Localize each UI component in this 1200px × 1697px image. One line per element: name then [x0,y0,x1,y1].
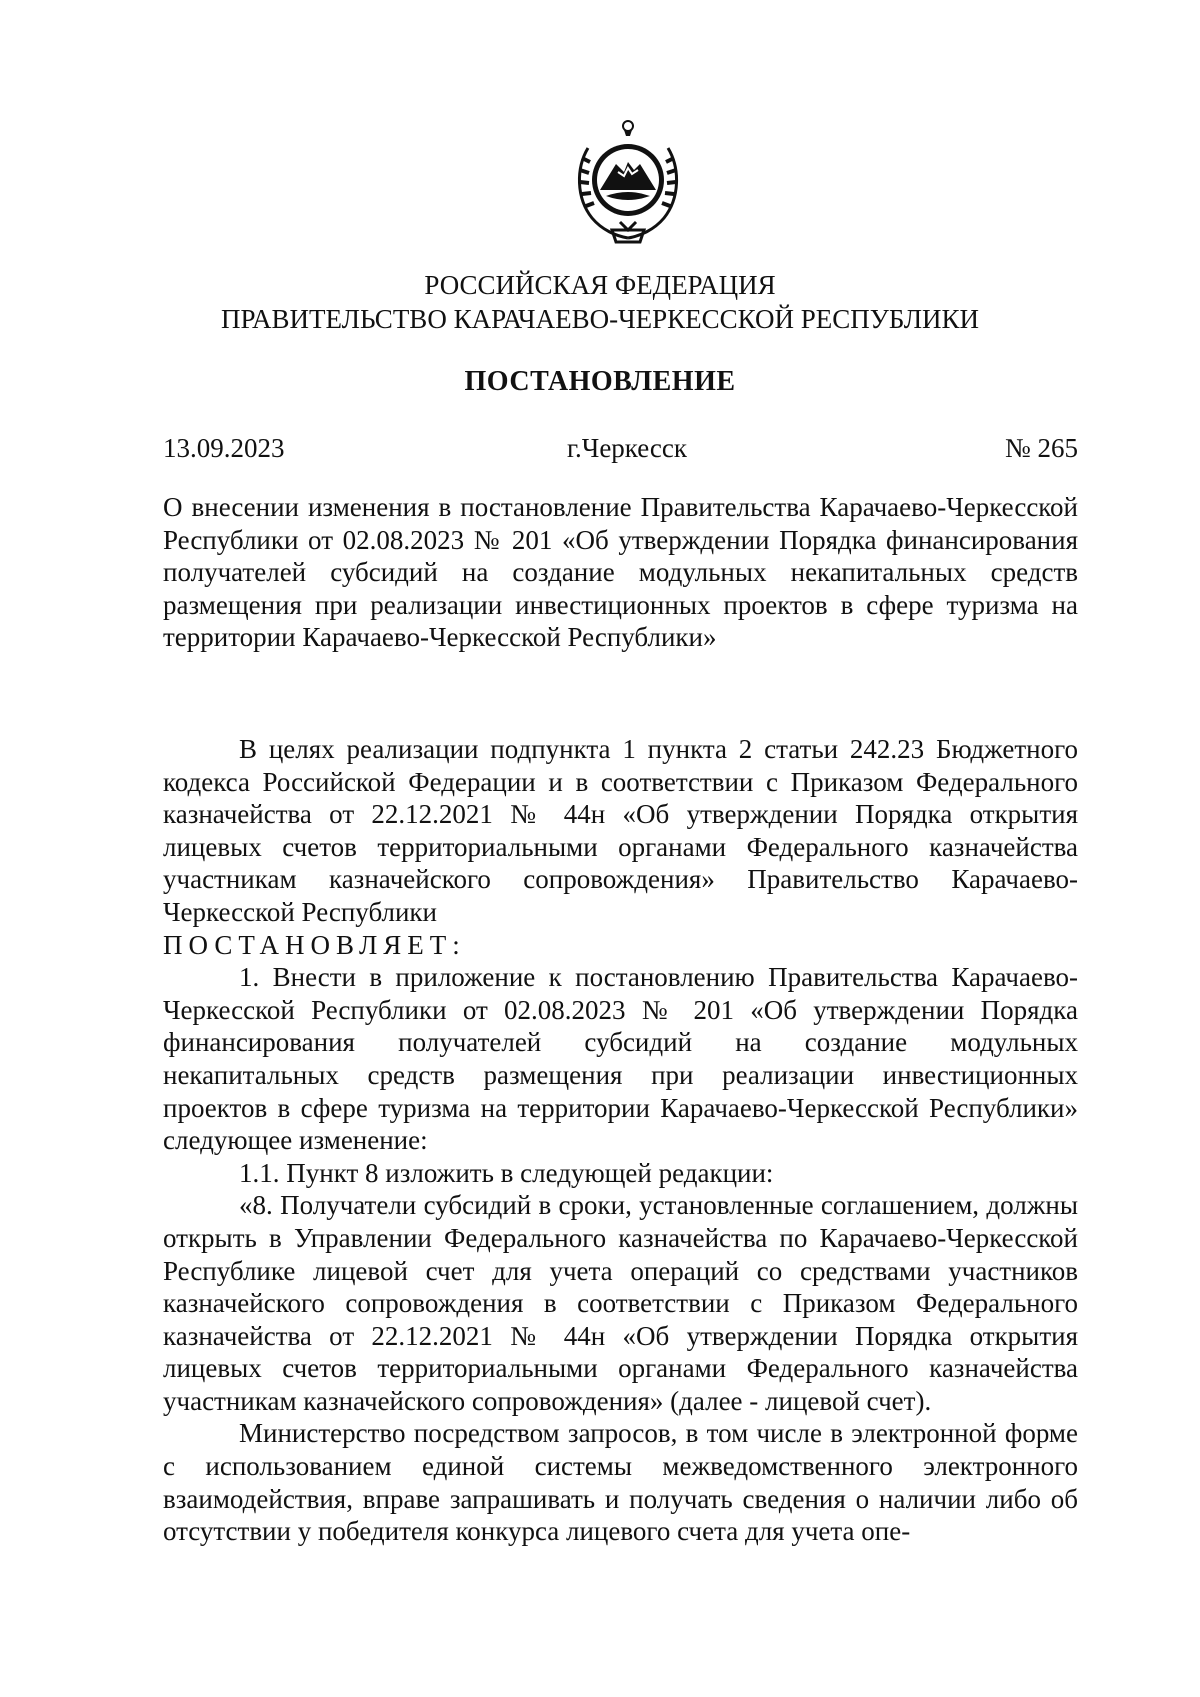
header-government: ПРАВИТЕЛЬСТВО КАРАЧАЕВО-ЧЕРКЕССКОЙ РЕСПУБЛИКИ [220,304,980,334]
quoted-item-8-paragraph: «8. Получатели субсидий в сроки, установленные соглашением, должны открыть в Управлении Федерального казначейства по Карачаево-Черкесской Республике лицевой счет для учета операций со средствами участников казначейского сопровождения в соответствии с Приказом Федерального казначейства от 22.12.2021 № 44н «Об утверждении Порядка открытия лицевых счетов территориальными органами Федерального казначейства участникам казначейского сопровождения» (далее - лицевой счет). [163,1190,1078,1416]
resolves-heading: ПОСТАНОВЛЯЕТ: [163,929,466,960]
ministry-paragraph: Министерство посредством запросов, в том числе в электронной форме с использованием единой системы межведомственного электронного взаимодействия, вправе запрашивать и получать сведения о наличии либо об отсутствии у победителя конкурса лицевого счета для учета опе- [163,1418,1078,1547]
item-1-paragraph: 1. Внести в приложение к постановлению Правительства Карачаево-Черкесской Республики от 02.08.2023 № 201 «Об утверждении Порядка финансирования получателей субсидий на создание модульных некапитальных средств размещения при реализации инвестиционных проектов в сфере туризма на территории Карачаево-Черкесской Республики» следующее изменение: [163,962,1078,1156]
coat-of-arms-icon [568,118,688,250]
document-date: 13.09.2023 [163,433,285,463]
document-number: № 265 [1004,433,1078,463]
subject-text: О внесении изменения в постановление Правительства Карачаево-Черкесской Республики от 02.08.2023 № 201 «Об утверждении Порядка финансирования получателей субсидий на создание модульных некапитальных средств размещения при реализации инвестиционных проектов в сфере туризма на территории Карачаево-Черкесской Республики» [163,492,1078,653]
preamble-paragraph: В целях реализации подпункта 1 пункта 2 статьи 242.23 Бюджетного кодекса Российской Федерации и в соответствии с Приказом Федерального казначейства от 22.12.2021 № 44н «Об утверждении Порядка открытия лицевых счетов территориальными органами Федерального казначейства участникам казначейского сопровождения» Правительство Карачаево-Черкесской Республики [163,734,1078,927]
document-body [163,733,1078,1548]
document-type-title: ПОСТАНОВЛЕНИЕ [464,366,736,397]
item-1-1-paragraph: 1.1. Пункт 8 изложить в следующей редакции: [239,1157,774,1188]
document-city: г.Черкесск [567,433,687,463]
document-subject [163,491,1078,654]
header-country: РОССИЙСКАЯ ФЕДЕРАЦИЯ [424,270,776,300]
